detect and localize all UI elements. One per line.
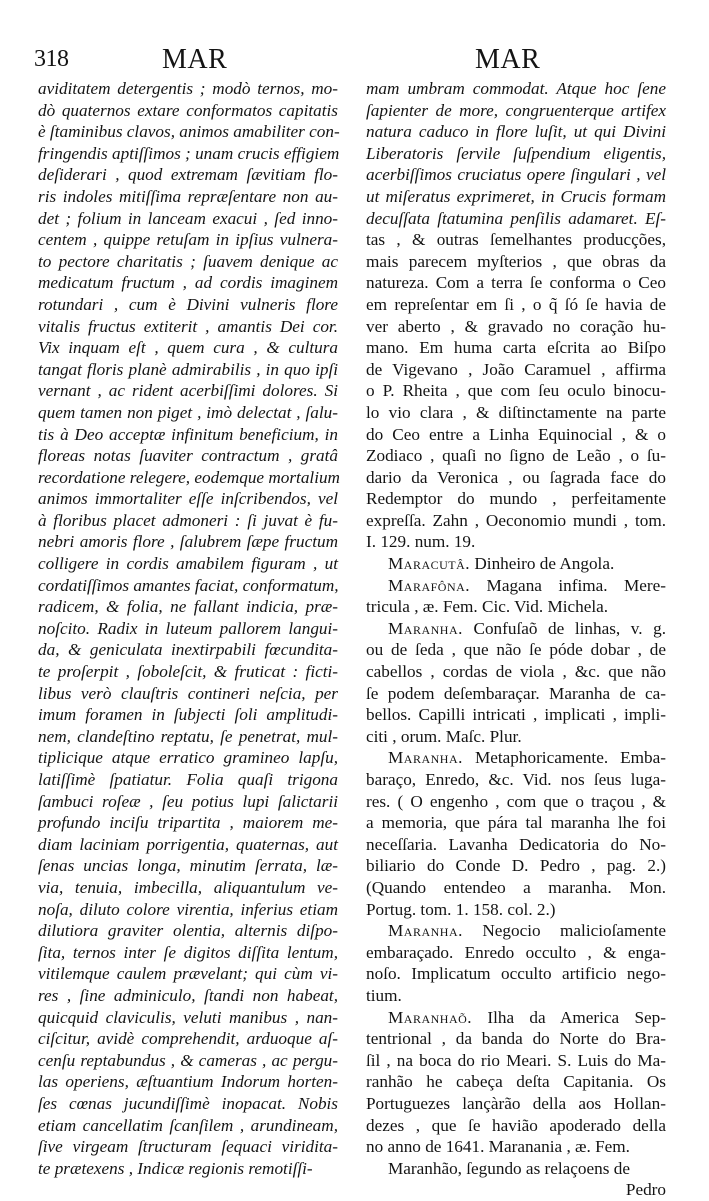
text-line: to pectore charitatis ; ſuavem denique ac [38,251,338,271]
entry-first-line [366,553,666,575]
text-line: te proſerpit , ſoboleſcit, & fruticat : ficti- [38,662,338,682]
text-line: nem, clandeſtino reptatu, ſe penetrat, mul- [38,726,338,746]
text-line: colligere in cordis amabilem figuram , ut [38,554,338,574]
headword: Maranha. [388,618,463,638]
text-line: ſe podem deſembaraçar. Maranha de ca- [366,683,666,703]
text-line: è ſtaminibus clavos, animos amabiliter con- [38,122,340,142]
text-line: radicem, & folia, ne fallant indicia, præ- [38,597,338,617]
text-line: ciſcitur, avidè comprehendit, arduoque aſ- [38,1029,338,1049]
text-line: ſenas uncias longa, minutim ſerrata, læ- [38,856,338,876]
text-line: quem tamen non piget , imò delectat , ſalu- [38,402,338,422]
text-line: recordatione relegere, eodemque mortalium [38,467,340,487]
text-line: noſa, diluto colore virentia, inferius etiam [38,899,338,919]
dictionary-entry [366,1158,666,1180]
text-line: Liberatoris ſervile ſuſpendium eligentis, [366,143,666,163]
text-line: (Quando entendeo a maranha. Mon. [366,877,666,897]
text-line: libus verò clauſtris contineri neſcia, per [38,683,338,703]
text-line: natura caduco in flore luſit, ut qui Divini [366,122,666,142]
text-line: ſes cœnas jucundiſſimè inopacat. Nobis [38,1093,338,1113]
headword: Maranha. [388,748,463,768]
text-line: ranhão he cabeça deſta Capitania. Os [366,1072,666,1092]
text-line: biliario do Conde D. Pedro , pag. 2.) [366,856,666,876]
text-line: res. ( O engenho , com que o traçou , & [366,791,666,811]
entry-first-line [366,920,666,942]
text-line: las operiens, æſtuantium Indorum horten- [38,1072,338,1092]
text-line: bellos. Capilli intricati , implicati , impli- [366,705,666,725]
text-line: tangat floris planè admirabilis , in quo ipſi [38,359,338,379]
text-line: vernant , ac rident acerbiſſimi dolores. Si [38,381,338,401]
text-line: quicquid claviculis, veluti manibus , nan- [38,1007,338,1027]
text-line: tas , & outras ſemelhantes producções, [366,230,666,250]
text-line: baraço, Enredo, &c. Vid. nos ſeus luga- [366,770,666,789]
text-line: ſita, ternos inter ſe digitos diſſita lentum, [38,942,338,962]
text-line: dezes , que ſe havião apoderado della [366,1115,666,1135]
text-line: diam laciniam porrigentia, quaternas, aut [38,834,338,854]
text-line: ou de ſeda , que não ſe póde dobar , de [366,640,666,660]
text-line: aviditatem detergentis ; modò ternos, mo- [38,79,338,98]
text-line: dario da Veronica , ou ſagrada face do [366,467,666,487]
dictionary-entry [366,575,666,618]
text-line: em repreſentar em ſi , o q̃ ſó ſe havia de [366,294,666,314]
text-line: cenſu reptabundus , & cameras , ac pergu- [38,1050,338,1070]
text-line: tiplicique atque erratico gramineo lapſu, [38,748,338,768]
dictionary-entry [366,553,666,575]
text-line: tium. [366,985,402,1005]
text-line: o P. Rheita , que com ſeu oculo binocu- [366,381,666,401]
text-line: tricula , æ. Fem. Cic. Vid. Michela. [366,597,609,617]
left-column [38,78,338,1179]
text-line: de Vigevano , João Caramuel , affirma [366,359,666,379]
text-line: te prætexens , Indicæ regionis remotiſſi- [38,1158,313,1178]
text-line: ver aberto , & gravado no coração hu- [366,316,666,336]
text-line: da, & geniculata inextirpabili fœcundita- [38,640,338,660]
text-line: noſo. Implicatum occulto artificio nego- [366,964,666,984]
dictionary-entry [366,920,666,1006]
text-line: deſiderari , quod extremam ſævitiam flo- [38,165,338,185]
text-line: mano. Em huma carta eſcrita ao Biſpo [366,338,666,358]
text-line: cordatiſſimos amantes faciat, conformatum, [38,575,339,595]
definition-text: Dinheiro de Angola. [470,554,615,574]
text-line: do Ceo entre a Linha Equinocial , & o [366,424,666,444]
text-line: I. 129. num. 19. [366,532,476,552]
definition-text: Magana infima. Mere- [470,575,666,595]
text-line: à floribus placet admoneri : ſi juvat è fu- [38,510,338,530]
text-line: neceſſaria. Lavanha Dedicatoria do No- [366,834,666,854]
entry-first-line [366,1007,666,1029]
text-line: ſil , na boca do rio Meari. S. Luis do Ma- [366,1050,666,1070]
text-line: acerbiſſimos cruciatus opere ſingulari , vel [366,165,666,185]
text-line: lo vio clara , & diſtinctamente na parte [366,402,666,422]
entry-first-line [366,575,666,597]
headword: Marafôna. [388,575,471,595]
headword: Maranhaõ. [388,1007,473,1027]
dictionary-entry [366,1007,666,1158]
text-line: ſive virgeam ſtructuram ſequaci viridita- [38,1137,338,1157]
text-line: decuſſata ſtatumina penſilis adamaret. Eſ- [366,208,666,228]
running-head-right: MAR [475,44,541,75]
text-line: vitilemque caulem prævelant; qui cùm vi- [38,964,338,984]
dictionary-entry [366,618,666,748]
text-line: dò quaternos extare conformatos capitatis [38,100,338,120]
text-line: res , ſine adminiculo, ſtandi non habeat, [38,985,338,1005]
text-line: embaraçado. Enredo occulto , & enga- [366,942,666,962]
catchword: Pedro [625,1180,666,1200]
dictionary-entry [366,747,666,920]
headword: Maranha. [388,921,463,941]
text-line: ſapienter de more, congruenterque artifex [366,100,666,120]
definition-text: Negocio malicioſamente [462,921,666,941]
text-line: a memoria, que pára tal maranha lhe foi [366,813,666,833]
text-line: etiam cancellatim ſcanſilem , arundineam, [38,1115,338,1135]
text-line: noſcito. Radix in luteum pallorem langui- [38,618,338,638]
page-number: 318 [34,46,69,72]
entry-first-line [366,618,666,640]
definition-text: Metaphoricamente. Emba- [462,748,666,768]
text-line: Vix inquam eſt , quem cura , & cultura [38,338,338,358]
text-line: medicatum fructum , ad cordis imaginem [38,273,338,293]
text-line: ſambuci roſeæ , ſeu potius lupi ſalictarii [38,791,338,811]
page-header [34,44,674,76]
running-head-left: MAR [162,44,228,75]
text-line: nebri amoris flore , ſalubrem ſæpe fructum [38,532,338,552]
text-line: via, tenuia, imbecilla, aliquantulum ve- [38,877,338,897]
text-line: profundo inciſu tripartita , maiorem me- [38,813,338,833]
text-line: citi , orum. Maſc. Plur. [366,726,522,746]
text-line: fringendis aptiſſimos ; unam crucis effigiem [38,143,340,163]
text-line: cabellos , cordas de viola , &c. que não [366,662,666,682]
entry-first-line [366,747,666,769]
text-line: rotundari , cum è Divini vulneris flore [38,294,338,314]
text-line: natureza. Com a terra ſe conforma o Ceo [366,273,666,293]
text-line: det ; folium in lanceam exacui , ſed inno- [38,208,338,228]
text-line: Zodiaco , quaſi no ſigno de Leão , o ſu- [366,446,666,466]
text-line: vitalis fructus extiterit , amantis Dei cor. [38,316,338,336]
text-line: ris indoles mitiſſima repræſentare non au- [38,186,338,206]
text-line: Redemptor do mundo , perfeitamente [366,489,666,509]
text-line: tis à Deo acceptæ infinitum beneficium, in [38,424,338,444]
definition-text: Ilha da America Sep- [472,1007,666,1027]
text-line: floreas notas ſuaviter contractum , gratâ [38,446,338,466]
text-line: latiſſimè ſpatiatur. Folia quaſi trigona [38,770,338,789]
right-column [366,78,666,1201]
text-line: Portug. tom. 1. 158. col. 2.) [366,899,556,919]
text-line: Maranhão, ſegundo as relaçoens de [388,1158,630,1178]
definition-text: Confuſaõ de linhas, v. g. [462,618,666,638]
text-line: imum foramen in ſubjecti ſoli amplitudi- [38,705,338,725]
text-line: expreſſa. Zahn , Oeconomio mundi , tom. [366,510,666,530]
text-line: animos immortaliter eſſe inſcribendos, vel [38,489,338,509]
text-line: centem , quippe retuſam in ipſius vulnera- [38,230,338,250]
headword: Maracutâ. [388,554,471,574]
text-line: tentrional , da banda do Norte do Bra- [366,1029,666,1049]
text-line: no anno de 1641. Maranania , æ. Fem. [366,1137,630,1157]
text-line: mam umbram commodat. Atque hoc ſene [366,79,666,98]
text-line: Portuguezes lançàrão della aos Hollan- [366,1093,666,1113]
text-line: dilutiora graviter olentia, alternis diſpo- [38,921,338,941]
text-line: mais parecem myſterios , que obras da [366,251,666,271]
text-line: ut miſeratus exprimeret, in Crucis formam [366,186,666,206]
